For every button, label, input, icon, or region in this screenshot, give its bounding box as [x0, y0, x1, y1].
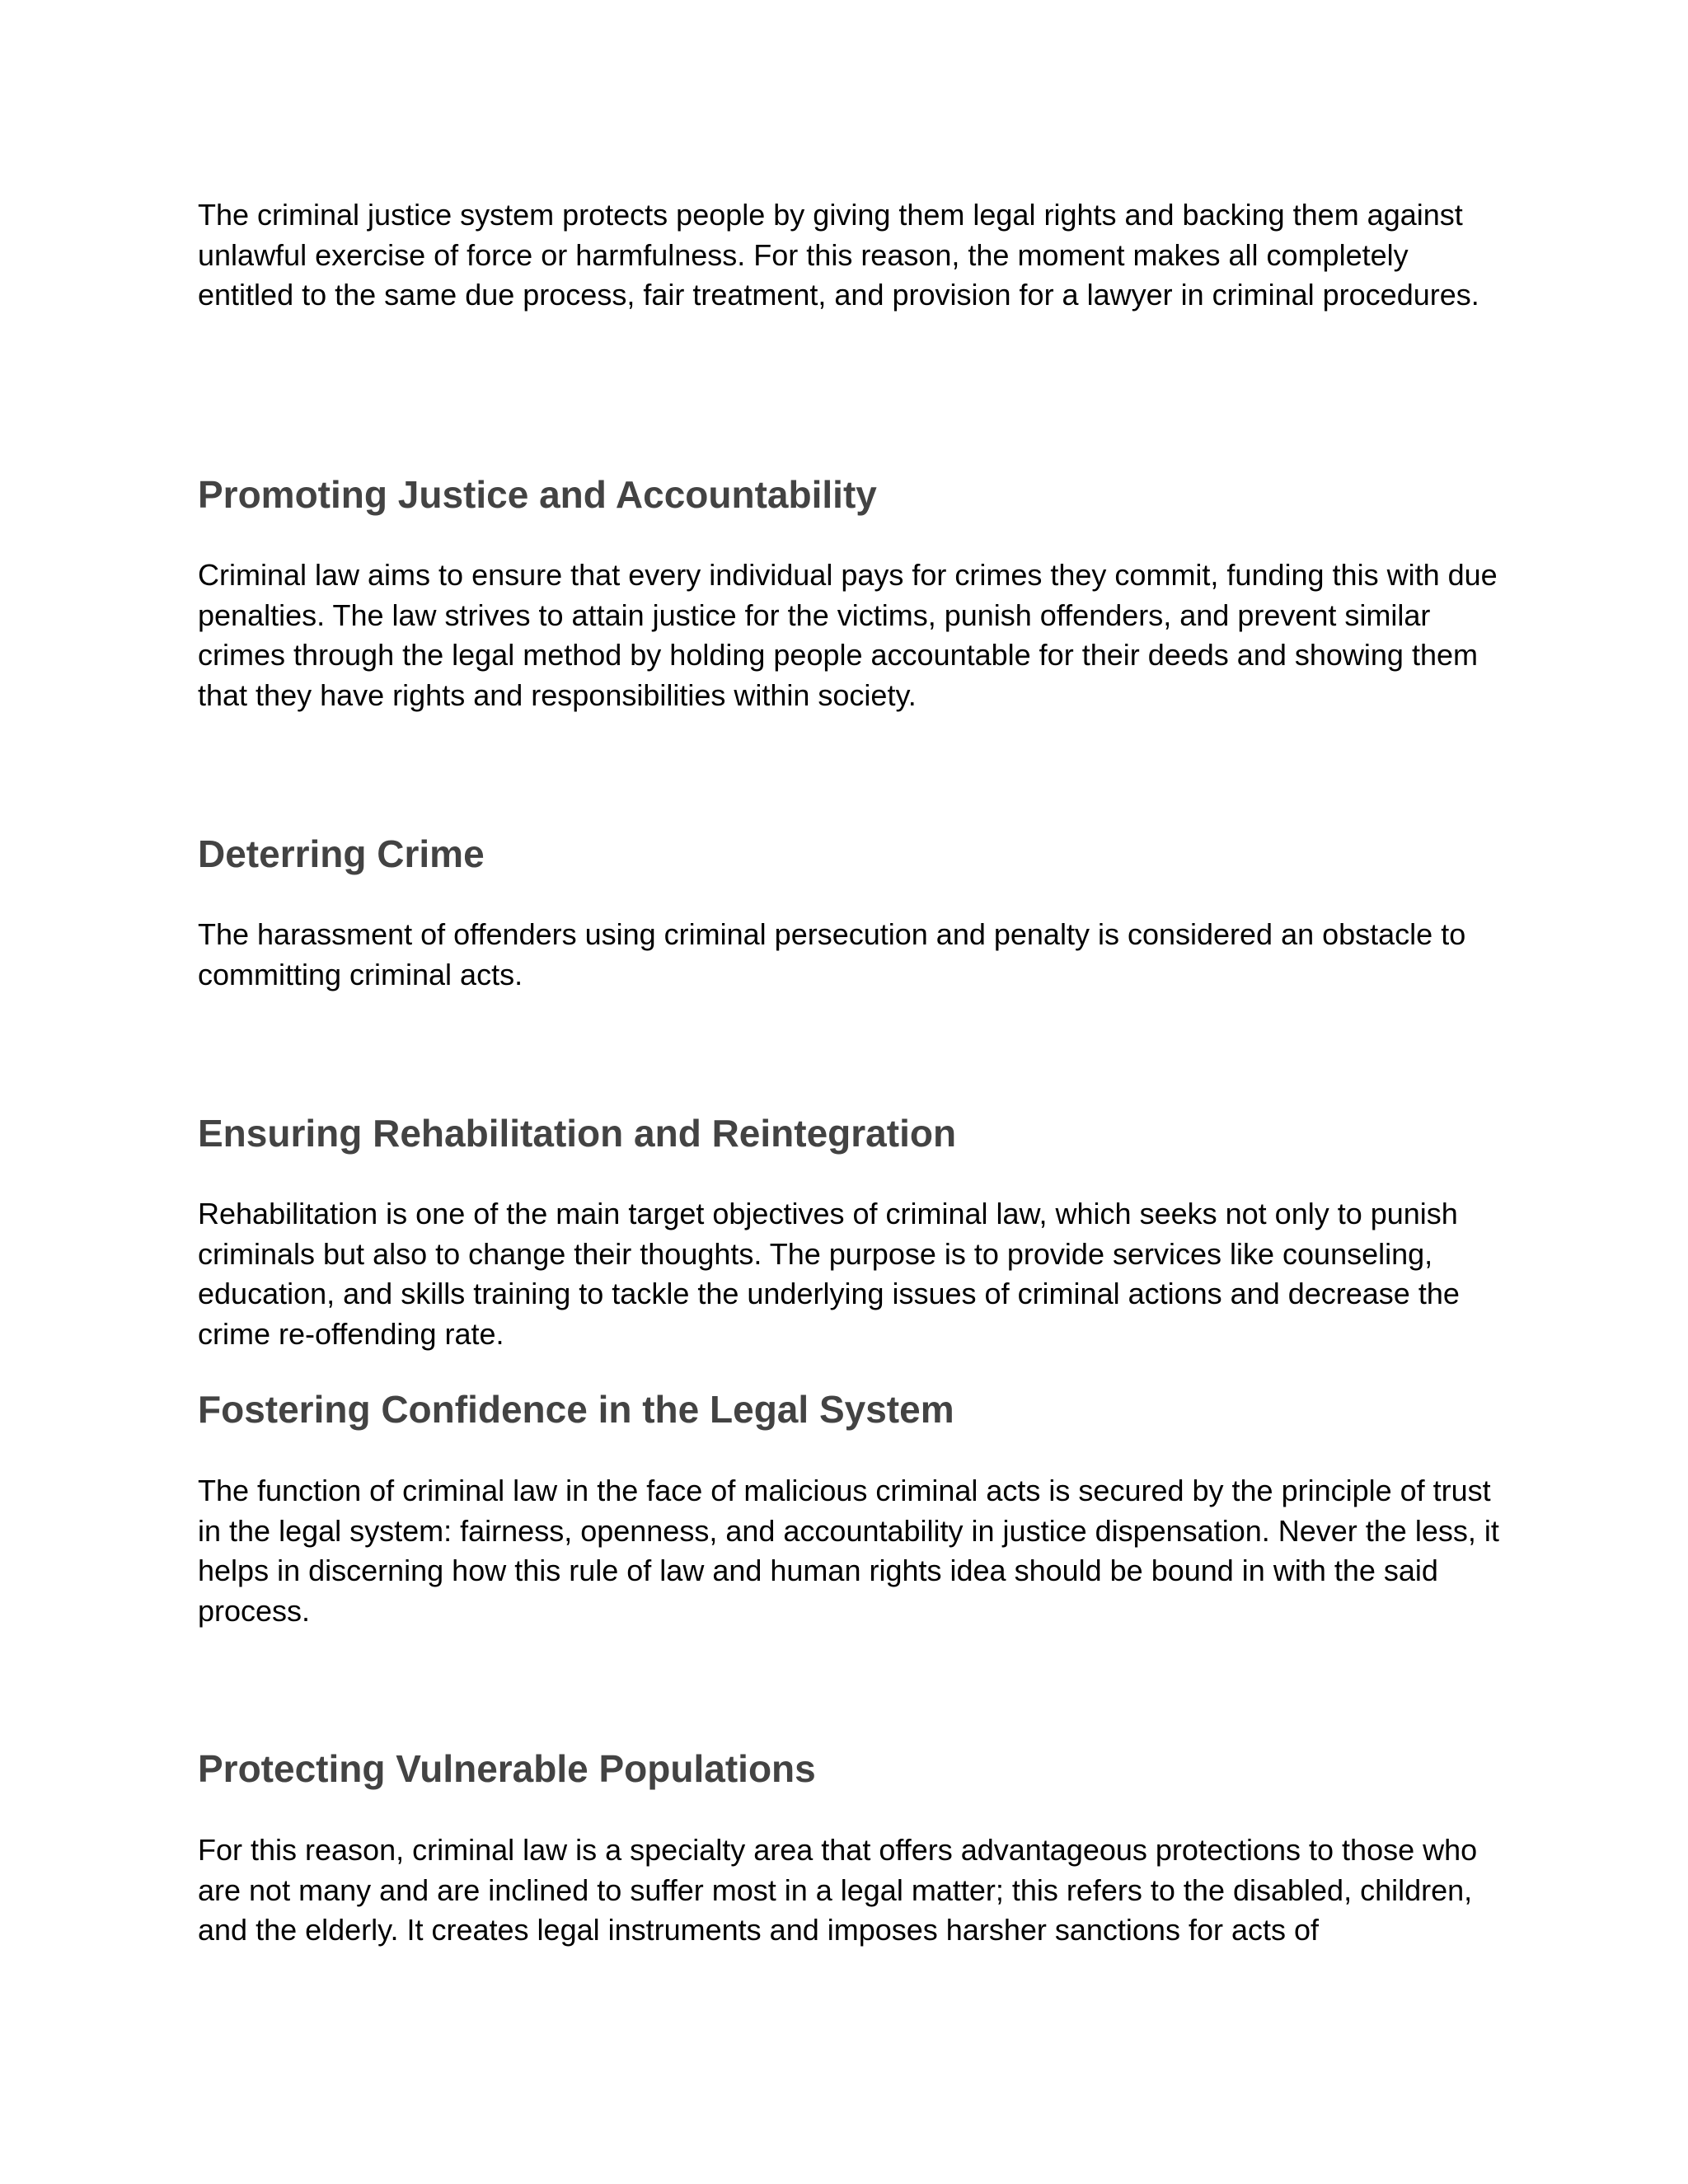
section-paragraph-fostering-confidence: The function of criminal law in the face of malicious criminal acts is secured by the principle of trust in the legal system: fairness, openness, and accountability in justice dispensation. Never the less, it helps in discerning how this rule of law and human rights idea should be bound in with the said process.	[198, 1474, 1499, 1629]
section-paragraph-deterring-crime: The harassment of offenders using criminal persecution and penalty is considered an obstacle to committing criminal acts.	[198, 917, 1466, 991]
section-paragraph-protecting-vulnerable: For this reason, criminal law is a specialty area that offers advantageous protections to those who are not many and are inclined to suffer most in a legal matter; this refers to the disabled, children, and the elderly. It creates legal instruments and imposes harsher sanctions for acts of	[198, 1833, 1478, 1947]
section-paragraph-promoting-justice: Criminal law aims to ensure that every individual pays for crimes they commit, funding this with due penalties. The law strives to attain justice for the victims, punish offenders, and prevent similar crimes through the legal method by holding people accountable for their deeds and showing them that they have rights and responsibilities within society.	[198, 558, 1498, 713]
intro-paragraph: The criminal justice system protects people by giving them legal rights and backing them against unlawful exercise of force or harmfulness. For this reason, the moment makes all completely entitled to the same due process, fair treatment, and provision for a lawyer in criminal procedures.	[198, 198, 1479, 312]
section-heading-fostering-confidence: Fostering Confidence in the Legal System	[198, 1388, 954, 1431]
section-heading-protecting-vulnerable: Protecting Vulnerable Populations	[198, 1747, 816, 1790]
section-heading-deterring-crime: Deterring Crime	[198, 832, 485, 875]
section-heading-promoting-justice: Promoting Justice and Accountability	[198, 473, 877, 516]
section-paragraph-rehabilitation: Rehabilitation is one of the main target objectives of criminal law, which seeks not only to punish criminals but also to change their thoughts. The purpose is to provide services like counseling, education, and skills training to tackle the underlying issues of criminal actions and decrease the crime re-offending rate.	[198, 1197, 1460, 1352]
section-heading-rehabilitation: Ensuring Rehabilitation and Reintegration	[198, 1112, 957, 1155]
